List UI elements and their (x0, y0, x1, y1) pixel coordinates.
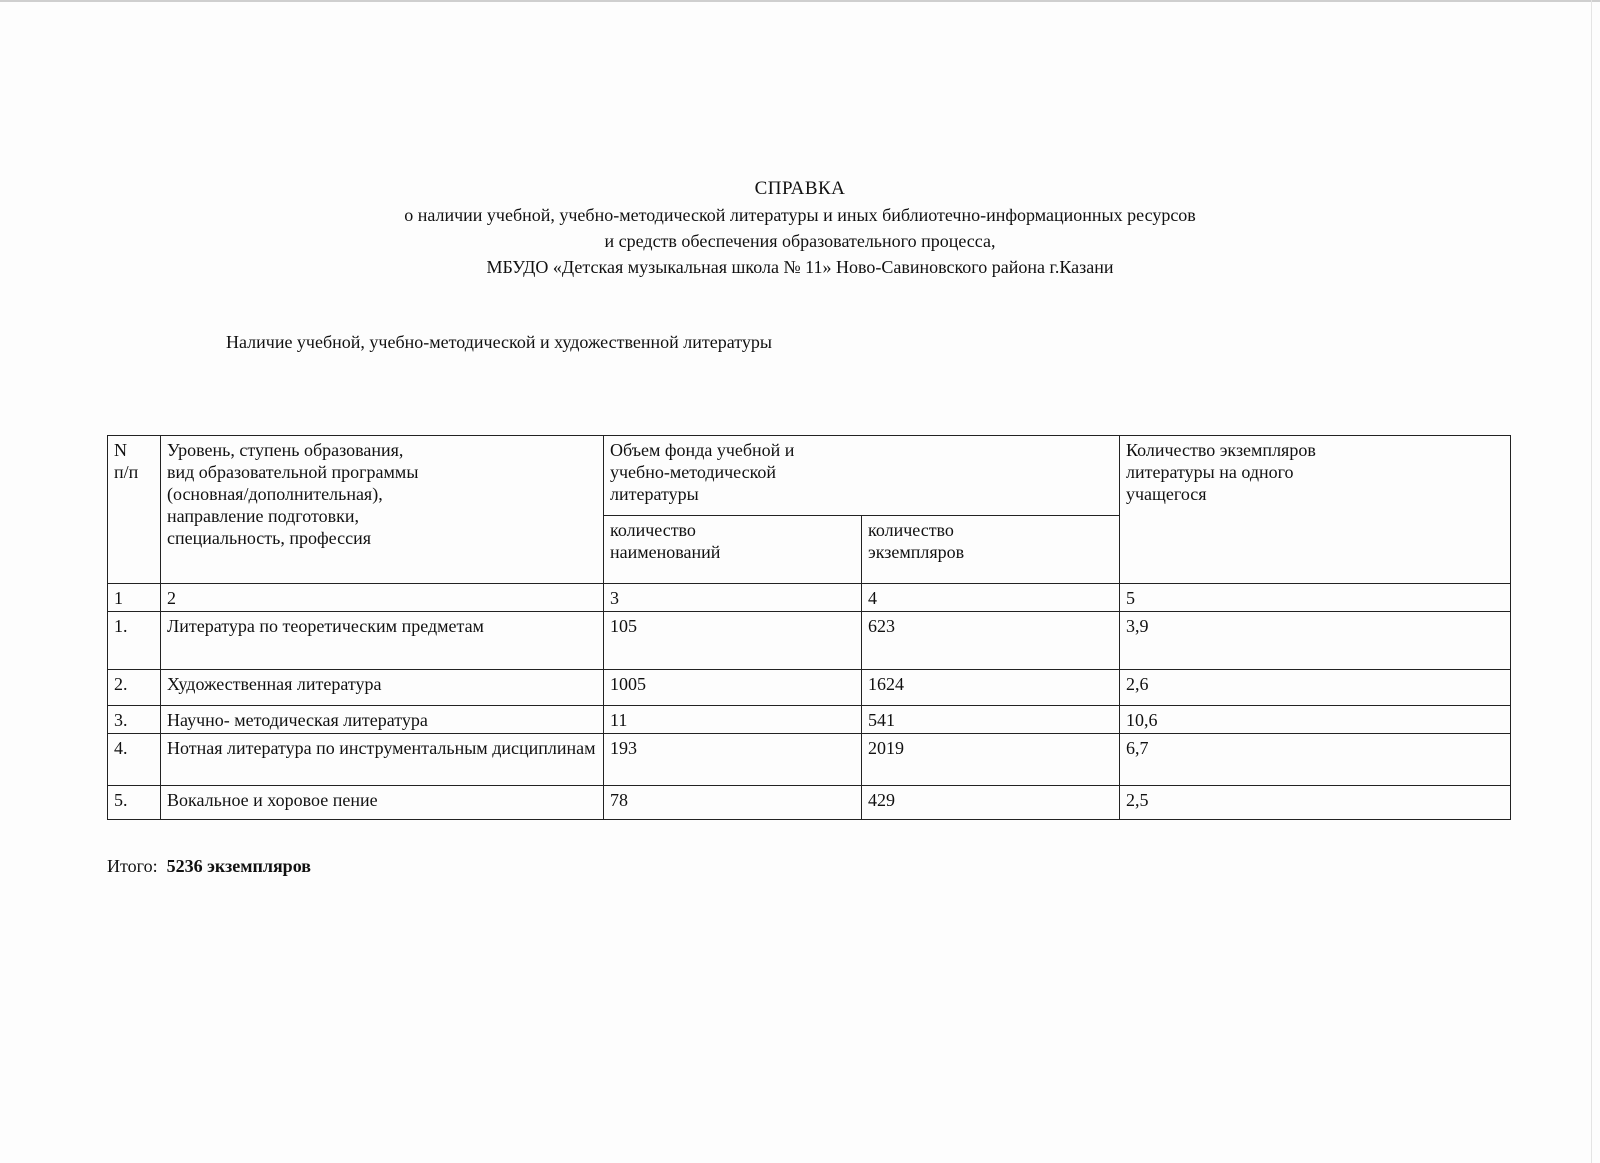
column-number: 4 (862, 584, 1120, 612)
section-heading: Наличие учебной, учебно-методической и художественной литературы (226, 332, 772, 352)
literature-table (107, 435, 1511, 820)
row-num: 2. (108, 670, 161, 706)
column-number-row (108, 584, 1511, 612)
header-fund: Объем фонда учебной и учебно-методической литературы (604, 436, 1120, 516)
row-copies: 2019 (862, 734, 1120, 786)
page-edge (0, 0, 1600, 2)
subtitle-line: о наличии учебной, учебно-методической литературы и иных библиотечно-информационных ресурсов (404, 205, 1196, 225)
header-copies-count: количество экземпляров (862, 516, 1120, 584)
row-per-student: 2,6 (1120, 670, 1511, 706)
row-num: 1. (108, 612, 161, 670)
row-copies: 1624 (862, 670, 1120, 706)
row-per-student: 3,9 (1120, 612, 1511, 670)
document-title: СПРАВКА (754, 178, 846, 199)
total-value: 5236 экземпляров (166, 856, 311, 876)
column-number: 3 (604, 584, 862, 612)
table-row (108, 612, 1511, 670)
subtitle-line: МБУДО «Детская музыкальная школа № 11» Ново-Савиновского района г.Казани (486, 257, 1114, 277)
row-name: Литература по теоретическим предметам (161, 612, 604, 670)
row-name: Художественная литература (161, 670, 604, 706)
document-header (0, 176, 1600, 280)
row-num: 4. (108, 734, 161, 786)
header-level: Уровень, ступень образования, вид образовательной программы (основная/дополнительная), направление подготовки, специальность, профессия (161, 436, 604, 584)
row-name: Нотная литература по инструментальным дисциплинам (161, 734, 604, 786)
row-name: Научно- методическая литература (161, 706, 604, 734)
total-label: Итого: (107, 856, 158, 876)
row-titles: 1005 (604, 670, 862, 706)
row-titles: 11 (604, 706, 862, 734)
row-copies: 429 (862, 786, 1120, 820)
column-number: 5 (1120, 584, 1511, 612)
row-titles: 193 (604, 734, 862, 786)
total-line (107, 856, 311, 877)
column-number: 2 (161, 584, 604, 612)
row-per-student: 2,5 (1120, 786, 1511, 820)
header-per-student: Количество экземпляров литературы на одного учащегося (1120, 436, 1511, 584)
row-titles: 105 (604, 612, 862, 670)
row-titles: 78 (604, 786, 862, 820)
header-titles-count: количество наименований (604, 516, 862, 584)
table-row (108, 670, 1511, 706)
page-edge-right (1591, 0, 1592, 1163)
row-copies: 623 (862, 612, 1120, 670)
row-num: 5. (108, 786, 161, 820)
table-row (108, 786, 1511, 820)
row-name: Вокальное и хоровое пение (161, 786, 604, 820)
subtitle-line: и средств обеспечения образовательного процесса, (604, 231, 996, 251)
column-number: 1 (108, 584, 161, 612)
row-num: 3. (108, 706, 161, 734)
table-row (108, 706, 1511, 734)
header-num: N п/п (108, 436, 161, 584)
header-row (108, 436, 1511, 516)
row-per-student: 6,7 (1120, 734, 1511, 786)
row-copies: 541 (862, 706, 1120, 734)
row-per-student: 10,6 (1120, 706, 1511, 734)
table-row (108, 734, 1511, 786)
